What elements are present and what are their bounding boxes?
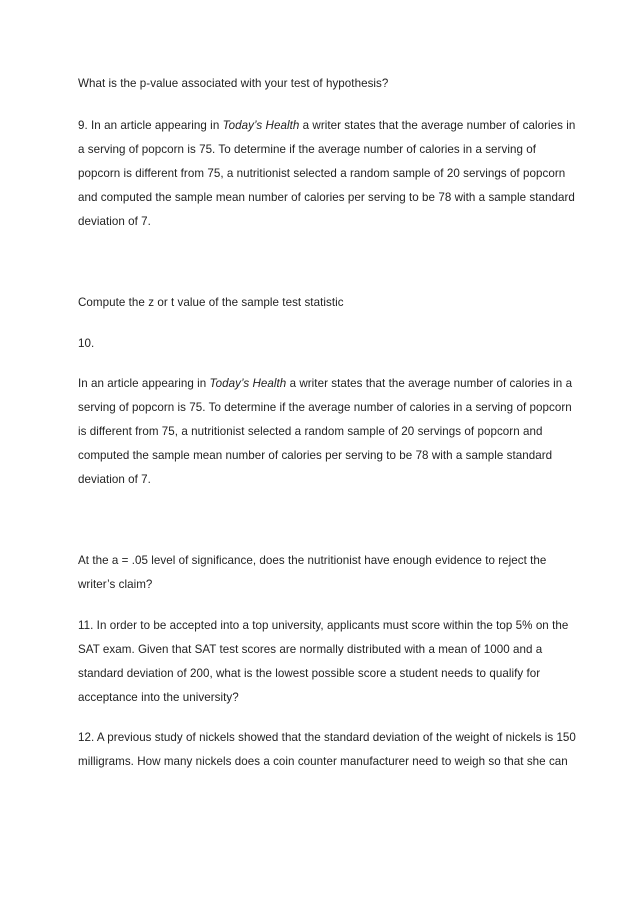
q10-line-1-pre: In an article appearing in (78, 377, 210, 390)
q9-line-1 (78, 119, 575, 133)
q9-line-1-pre: 9. In an article appearing in (78, 119, 223, 132)
q9-line-4: and computed the sample mean number of calories per serving to be 78 with a sample standard (78, 191, 575, 204)
q9-line-1-post: a writer states that the average number of calories in (299, 119, 576, 132)
significance-line-2: writer’s claim? (78, 578, 153, 591)
q11-line-4: acceptance into the university? (78, 691, 239, 704)
q12-line-1: 12. A previous study of nickels showed that the standard deviation of the weight of nickels is 150 (78, 731, 576, 744)
q11-line-2: SAT exam. Given that SAT test scores are normally distributed with a mean of 1000 and a (78, 643, 543, 656)
q10-line-2: serving of popcorn is 75. To determine if the average number of calories in a serving of popcorn (78, 401, 572, 414)
compute-statistic-prompt: Compute the z or t value of the sample test statistic (78, 296, 344, 309)
q12-line-2: milligrams. How many nickels does a coin counter manufacturer need to weigh so that she can (78, 755, 568, 768)
q11-line-1: 11. In order to be accepted into a top university, applicants must score within the top 5% on the (78, 619, 569, 632)
q10-line-3: is different from 75, a nutritionist selected a random sample of 20 servings of popcorn and (78, 425, 543, 438)
significance-line-1: At the a = .05 level of significance, does the nutritionist have enough evidence to reject the (78, 554, 547, 567)
q10-line-1-post: a writer states that the average number of calories in a (286, 377, 573, 390)
q10-source-title: Today’s Health (209, 377, 287, 390)
q10-number: 10. (78, 337, 95, 350)
p-value-question: What is the p-value associated with your test of hypothesis? (78, 77, 389, 90)
q10-line-5: deviation of 7. (78, 473, 151, 486)
q9-source-title: Today’s Health (222, 119, 300, 132)
q9-line-2: a serving of popcorn is 75. To determine if the average number of calories in a serving of (78, 143, 536, 156)
q10-line-1 (78, 377, 572, 391)
q10-line-4: computed the sample mean number of calories per serving to be 78 with a sample standard (78, 449, 553, 462)
q9-line-3: popcorn is different from 75, a nutritionist selected a random sample of 20 servings of popcorn (78, 167, 566, 180)
q9-line-5: deviation of 7. (78, 215, 151, 228)
q11-line-3: standard deviation of 200, what is the lowest possible score a student needs to qualify for (78, 667, 541, 680)
